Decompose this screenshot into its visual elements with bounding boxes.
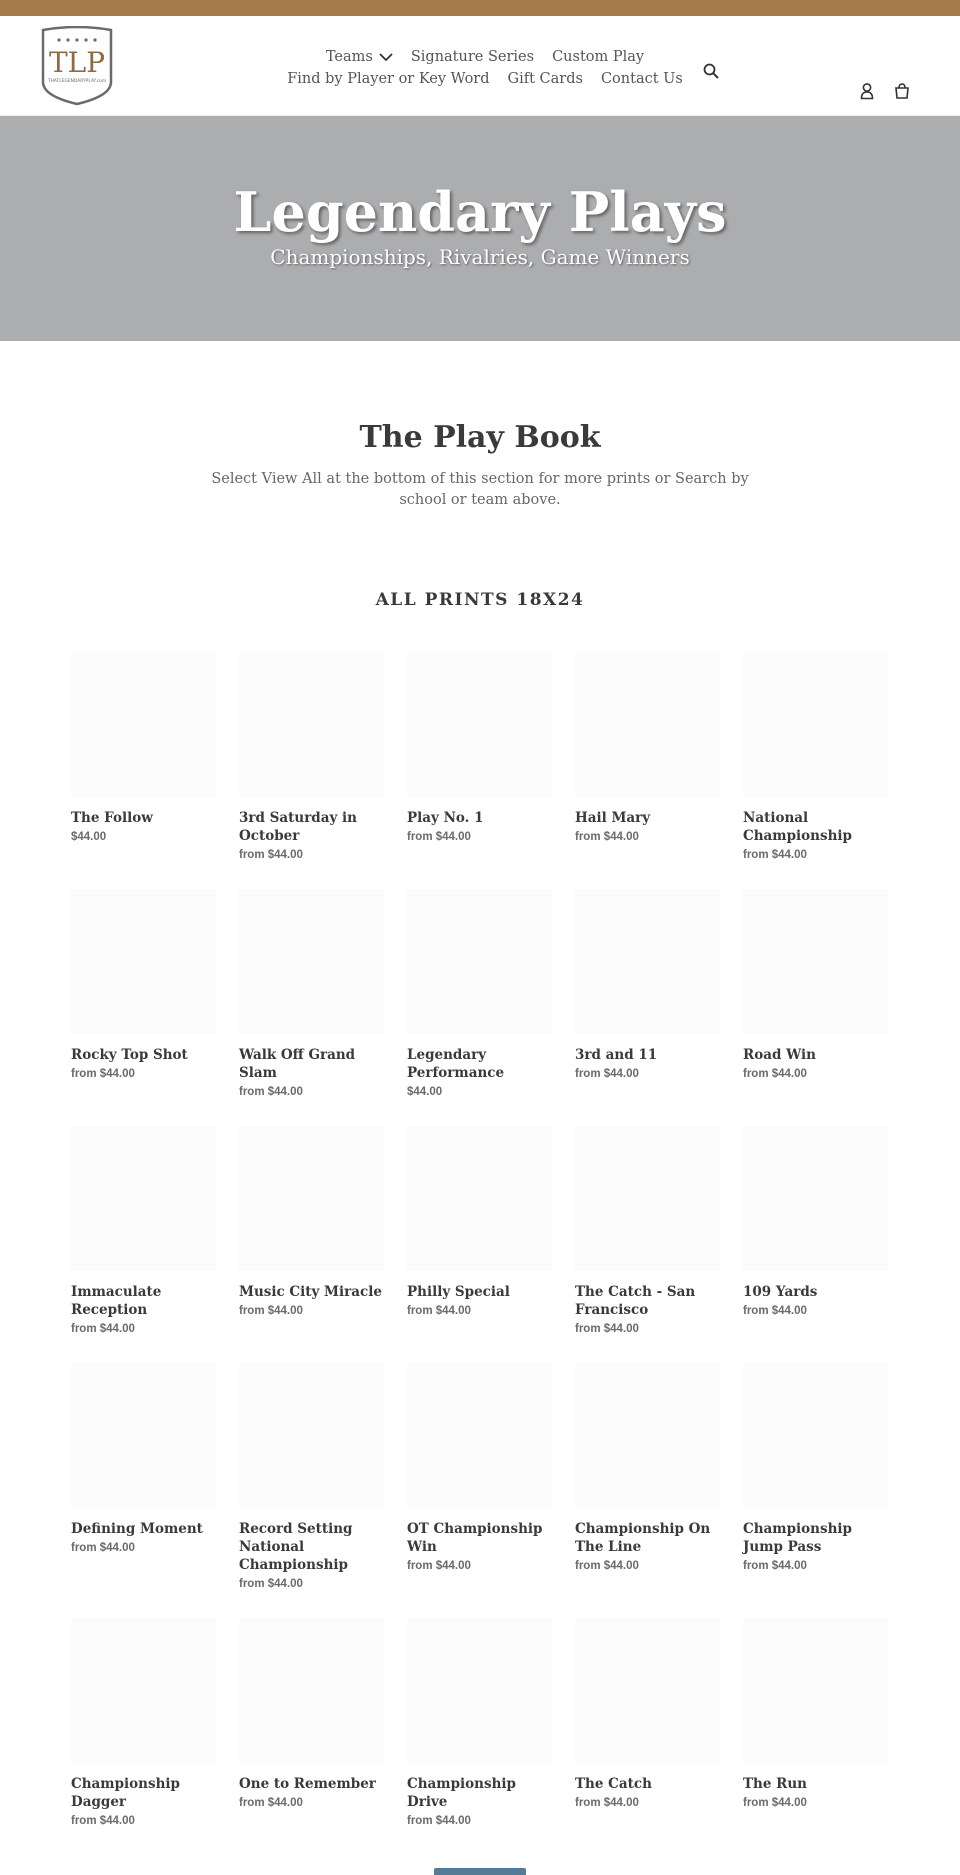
product-price: from $44.00 <box>407 831 471 843</box>
product-card[interactable] <box>239 1618 384 1812</box>
nav-item-signature-series[interactable]: Signature Series <box>410 49 535 65</box>
product-price: from $44.00 <box>575 1560 639 1572</box>
product-title[interactable]: Walk Off Grand Slam <box>239 1047 356 1081</box>
product-title[interactable]: Championship Dagger <box>71 1776 180 1810</box>
nav-item-custom-play[interactable]: Custom Play <box>552 49 645 65</box>
nav-row-2 <box>287 68 683 90</box>
product-image[interactable] <box>575 889 720 1034</box>
product-card[interactable] <box>407 652 552 846</box>
product-price: from $44.00 <box>575 1797 639 1809</box>
nav-item-gift-cards[interactable]: Gift Cards <box>507 71 583 87</box>
account-icon[interactable] <box>858 82 876 100</box>
product-card[interactable] <box>71 1126 216 1338</box>
hero-title: Legendary Plays <box>233 180 727 244</box>
product-title[interactable]: Championship Drive <box>407 1776 516 1810</box>
product-image[interactable] <box>743 652 888 797</box>
product-image[interactable] <box>71 1618 216 1763</box>
product-title[interactable]: OT Championship Win <box>407 1521 543 1555</box>
product-image[interactable] <box>71 1363 216 1508</box>
product-image[interactable] <box>407 889 552 1034</box>
hero-banner <box>0 116 960 341</box>
product-price: from $44.00 <box>743 1560 807 1572</box>
product-title[interactable]: 3rd and 11 <box>575 1047 658 1063</box>
product-title[interactable]: The Run <box>743 1776 807 1792</box>
product-image[interactable] <box>239 889 384 1034</box>
product-card[interactable] <box>407 1618 552 1830</box>
cart-icon[interactable] <box>893 82 911 100</box>
product-title[interactable]: Music City Miracle <box>239 1284 382 1300</box>
main-nav <box>287 46 683 90</box>
product-price: from $44.00 <box>575 831 639 843</box>
product-price: from $44.00 <box>407 1560 471 1572</box>
product-price: from $44.00 <box>743 1797 807 1809</box>
product-title[interactable]: One to Remember <box>239 1776 376 1792</box>
product-price: from $44.00 <box>575 1068 639 1080</box>
product-price: from $44.00 <box>239 849 303 861</box>
product-price: from $44.00 <box>71 1815 135 1827</box>
announcement-bar <box>0 0 960 16</box>
product-card[interactable] <box>239 1126 384 1320</box>
product-card[interactable] <box>575 1363 720 1575</box>
product-title[interactable]: Record Setting National Championship <box>239 1521 353 1573</box>
product-price: $44.00 <box>407 1086 443 1098</box>
product-image[interactable] <box>239 1126 384 1271</box>
product-card[interactable] <box>743 1126 888 1320</box>
product-image[interactable] <box>743 889 888 1034</box>
product-card[interactable] <box>71 652 216 846</box>
logo-letters: TLP <box>48 46 106 79</box>
product-price: from $44.00 <box>407 1815 471 1827</box>
nav-item-teams-label: Teams <box>325 49 373 65</box>
product-title[interactable]: Defining Moment <box>71 1521 203 1537</box>
logo-subtext: THATLEGENDARYPLAY.com <box>47 79 107 84</box>
product-title[interactable]: The Catch - San Francisco <box>575 1284 696 1318</box>
product-title[interactable]: Road Win <box>743 1047 816 1063</box>
product-price: from $44.00 <box>743 1305 807 1317</box>
product-price: from $44.00 <box>575 1323 639 1335</box>
product-card[interactable] <box>239 652 384 864</box>
product-image[interactable] <box>407 1618 552 1763</box>
product-price: from $44.00 <box>71 1542 135 1554</box>
hero-subtitle: Championships, Rivalries, Game Winners <box>270 244 690 269</box>
product-title[interactable]: Rocky Top Shot <box>71 1047 188 1063</box>
product-title[interactable]: Hail Mary <box>575 810 651 826</box>
product-price: from $44.00 <box>71 1323 135 1335</box>
product-title[interactable]: The Catch <box>575 1776 652 1792</box>
product-card[interactable] <box>239 889 384 1101</box>
product-card[interactable] <box>743 1618 888 1812</box>
product-title[interactable]: The Follow <box>71 810 153 826</box>
tlp-logo[interactable] <box>40 26 114 106</box>
view-all-button[interactable] <box>434 1868 526 1875</box>
product-card[interactable] <box>575 889 720 1083</box>
product-card[interactable] <box>407 1126 552 1320</box>
chevron-down-icon <box>379 53 393 62</box>
product-price: from $44.00 <box>743 1068 807 1080</box>
site-header <box>0 16 960 116</box>
playbook-section <box>0 420 960 511</box>
product-image[interactable] <box>71 1126 216 1271</box>
product-title[interactable]: Immaculate Reception <box>71 1284 162 1318</box>
product-card[interactable] <box>71 889 216 1083</box>
product-card[interactable] <box>71 1363 216 1557</box>
product-image[interactable] <box>407 1363 552 1508</box>
product-card[interactable] <box>743 889 888 1083</box>
product-image[interactable] <box>239 1618 384 1763</box>
product-image[interactable] <box>407 1126 552 1271</box>
product-price: from $44.00 <box>239 1578 303 1590</box>
product-price: from $44.00 <box>239 1086 303 1098</box>
product-title[interactable]: Philly Special <box>407 1284 510 1300</box>
product-card[interactable] <box>575 1618 720 1812</box>
nav-item-contact-us[interactable]: Contact Us <box>600 71 683 87</box>
product-price: from $44.00 <box>743 849 807 861</box>
product-image[interactable] <box>239 1363 384 1508</box>
collection-title: ALL PRINTS 18X24 <box>375 590 585 610</box>
product-title[interactable]: 109 Yards <box>743 1284 818 1300</box>
product-card[interactable] <box>575 1126 720 1338</box>
product-image[interactable] <box>743 1618 888 1763</box>
product-image[interactable] <box>743 1363 888 1508</box>
product-price: from $44.00 <box>71 1068 135 1080</box>
product-title[interactable]: Play No. 1 <box>407 810 484 826</box>
product-card[interactable] <box>575 652 720 846</box>
product-title[interactable]: Legendary Performance <box>407 1047 505 1081</box>
product-image[interactable] <box>71 889 216 1034</box>
product-image[interactable] <box>71 652 216 797</box>
product-card[interactable] <box>407 1363 552 1575</box>
product-price: from $44.00 <box>239 1305 303 1317</box>
nav-row-1 <box>300 46 670 68</box>
nav-item-find-by-player[interactable]: Find by Player or Key Word <box>287 71 490 87</box>
product-card[interactable] <box>239 1363 384 1593</box>
playbook-description: Select View All at the bottom of this section for more prints or Search by school or team above. <box>211 471 749 508</box>
product-price: from $44.00 <box>239 1797 303 1809</box>
product-card[interactable] <box>71 1618 216 1830</box>
product-image[interactable] <box>407 652 552 797</box>
product-image[interactable] <box>575 1363 720 1508</box>
product-image[interactable] <box>743 1126 888 1271</box>
product-title[interactable]: Championship On The Line <box>575 1521 711 1555</box>
product-image[interactable] <box>575 1126 720 1271</box>
search-icon[interactable] <box>702 62 720 80</box>
product-card[interactable] <box>743 652 888 864</box>
product-price: from $44.00 <box>407 1305 471 1317</box>
playbook-title: The Play Book <box>359 420 601 455</box>
product-image[interactable] <box>239 652 384 797</box>
product-title[interactable]: 3rd Saturday in October <box>239 810 357 844</box>
nav-item-teams[interactable] <box>326 46 393 68</box>
product-title[interactable]: Championship Jump Pass <box>743 1521 852 1555</box>
product-title[interactable]: National Championship <box>743 810 852 844</box>
product-image[interactable] <box>575 1618 720 1763</box>
product-image[interactable] <box>575 652 720 797</box>
product-card[interactable] <box>743 1363 888 1575</box>
product-price: $44.00 <box>71 831 107 843</box>
product-card[interactable] <box>407 889 552 1101</box>
